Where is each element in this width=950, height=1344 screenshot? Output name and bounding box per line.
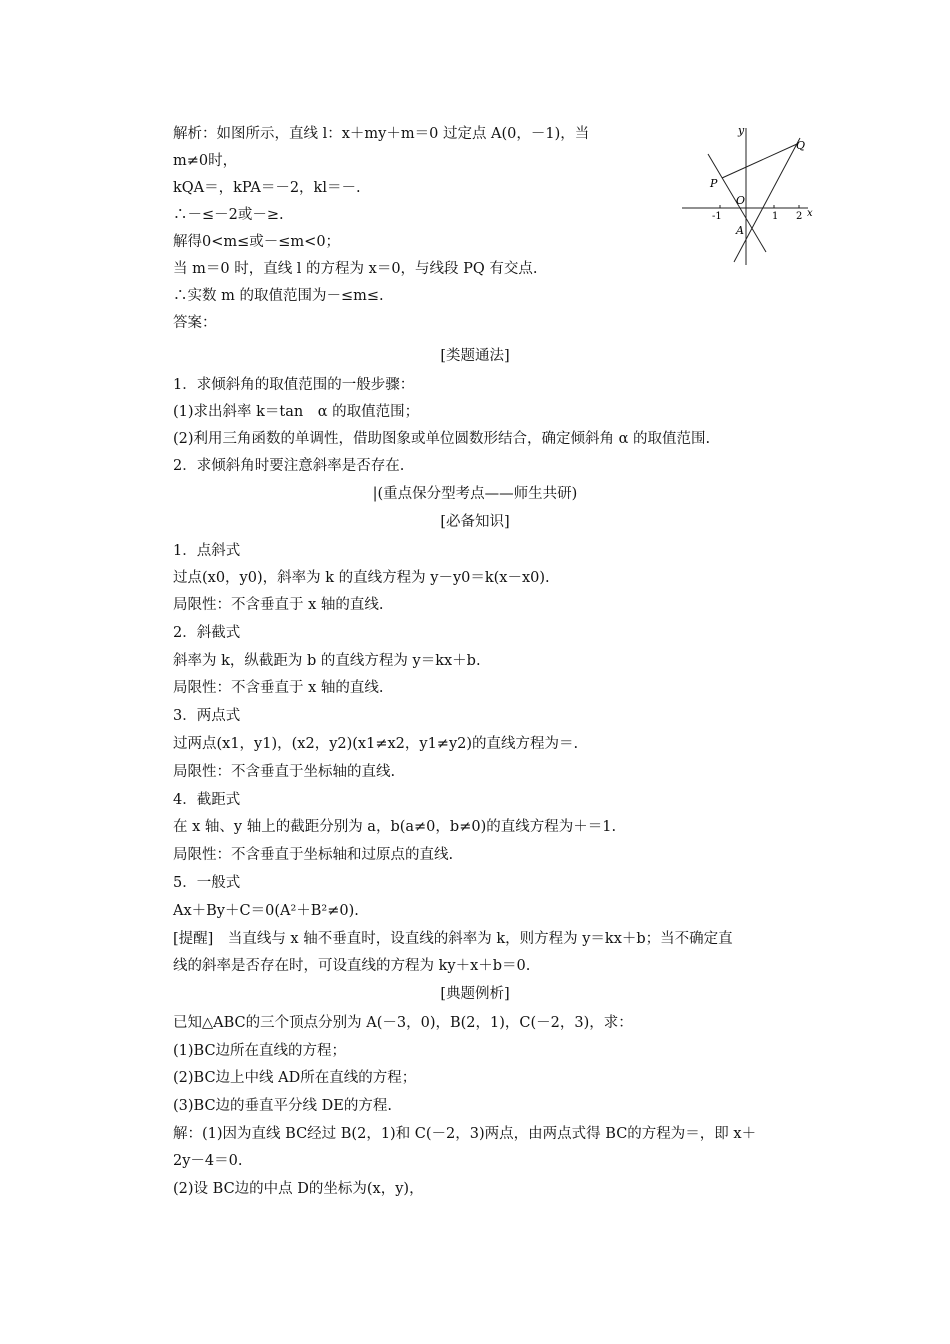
point-q-label: Q — [796, 139, 806, 152]
solution-line: m≠0时， — [173, 153, 238, 169]
knowledge-line: 在 x 轴、y 轴上的截距分别为 a，b(a≠0，b≠0)的直线方程为＋＝1. — [173, 819, 617, 835]
section-title: |(重点保分型考点——师生共研) — [372, 486, 578, 502]
method-item: (1)求出斜率 k＝tan α 的取值范围； — [173, 404, 420, 420]
segment-pq — [722, 144, 797, 178]
solution-line: 解得0<m≤或－≤m<0； — [173, 234, 341, 250]
answer-line: 2y－4＝0. — [173, 1153, 243, 1169]
knowledge-line: 1．点斜式 — [173, 543, 241, 559]
answer-line: 解：(1)因为直线 BC经过 B(2，1)和 C(－2，3)两点，由两点式得 BC的方程为＝，即 x＋ — [173, 1126, 757, 1142]
method-item: (2)利用三角函数的单调性，借助图象或单位圆数形结合，确定倾斜角 α 的取值范围. — [173, 431, 711, 447]
answer-label: 答案： — [173, 315, 217, 331]
solution-line: kQA＝，kPA＝－2，kl＝－. — [173, 180, 361, 196]
knowledge-line: 局限性：不含垂直于 x 轴的直线. — [173, 680, 384, 696]
example-line: 已知△ABC的三个顶点分别为 A(－3，0)，B(2，1)，C(－2，3)，求： — [173, 1015, 633, 1031]
solution-line: 当 m＝0 时，直线 l 的方程为 x＝0，与线段 PQ 有交点. — [173, 261, 538, 277]
tick-label-2: 2 — [796, 211, 803, 222]
knowledge-line: 局限性：不含垂直于坐标轴和过原点的直线. — [173, 847, 454, 863]
tick-label-1: 1 — [772, 211, 779, 222]
method-item: 2．求倾斜角时要注意斜率是否存在. — [173, 458, 405, 474]
point-p-label: P — [710, 177, 718, 190]
method-item: 1．求倾斜角的取值范围的一般步骤： — [173, 377, 415, 393]
tip-line: 线的斜率是否存在时，可设直线的方程为 ky＋x＋b＝0. — [173, 958, 531, 974]
section-heading: [典题例析] — [440, 986, 510, 1002]
knowledge-line: 局限性：不含垂直于 x 轴的直线. — [173, 597, 384, 613]
answer-line: (2)设 BC边的中点 D的坐标为(x，y)， — [173, 1181, 424, 1197]
point-a-label: A — [736, 224, 744, 237]
knowledge-line: 过两点(x1，y1)，(x2，y2)(x1≠x2，y1≠y2)的直线方程为＝. — [173, 736, 579, 752]
coordinate-figure — [680, 122, 815, 267]
knowledge-line: 过点(x0，y0)，斜率为 k 的直线方程为 y－y0＝k(x－x0). — [173, 570, 550, 586]
tick-label-neg1: -1 — [712, 211, 722, 222]
knowledge-line: 2．斜截式 — [173, 625, 241, 641]
knowledge-line: Ax＋By＋C＝0(A²＋B²≠0). — [173, 903, 359, 919]
knowledge-line: 4．截距式 — [173, 792, 241, 808]
section-heading: [必备知识] — [440, 514, 510, 530]
y-axis-label: y — [738, 124, 745, 137]
example-line: (3)BC边的垂直平分线 DE的方程. — [173, 1098, 392, 1114]
x-axis-label: x — [807, 208, 813, 219]
example-line: (2)BC边上中线 AD所在直线的方程； — [173, 1070, 417, 1086]
knowledge-line: 局限性：不含垂直于坐标轴的直线. — [173, 764, 396, 780]
origin-label: O — [736, 194, 746, 207]
section-heading: [类题通法] — [440, 348, 510, 364]
tip-line: [提醒] 当直线与 x 轴不垂直时，设直线的斜率为 k，则方程为 y＝kx＋b；当不确定直 — [173, 931, 733, 947]
knowledge-line: 3．两点式 — [173, 708, 241, 724]
example-line: (1)BC边所在直线的方程； — [173, 1043, 347, 1059]
solution-line: 解析：如图所示，直线 l：x＋my＋m＝0 过定点 A(0，－1)，当 — [173, 126, 590, 142]
solution-line: ∴实数 m 的取值范围为－≤m≤. — [173, 288, 384, 304]
knowledge-line: 斜率为 k，纵截距为 b 的直线方程为 y＝kx＋b. — [173, 653, 481, 669]
knowledge-line: 5．一般式 — [173, 875, 241, 891]
solution-line: ∴－≤－2或－≥. — [173, 207, 284, 223]
